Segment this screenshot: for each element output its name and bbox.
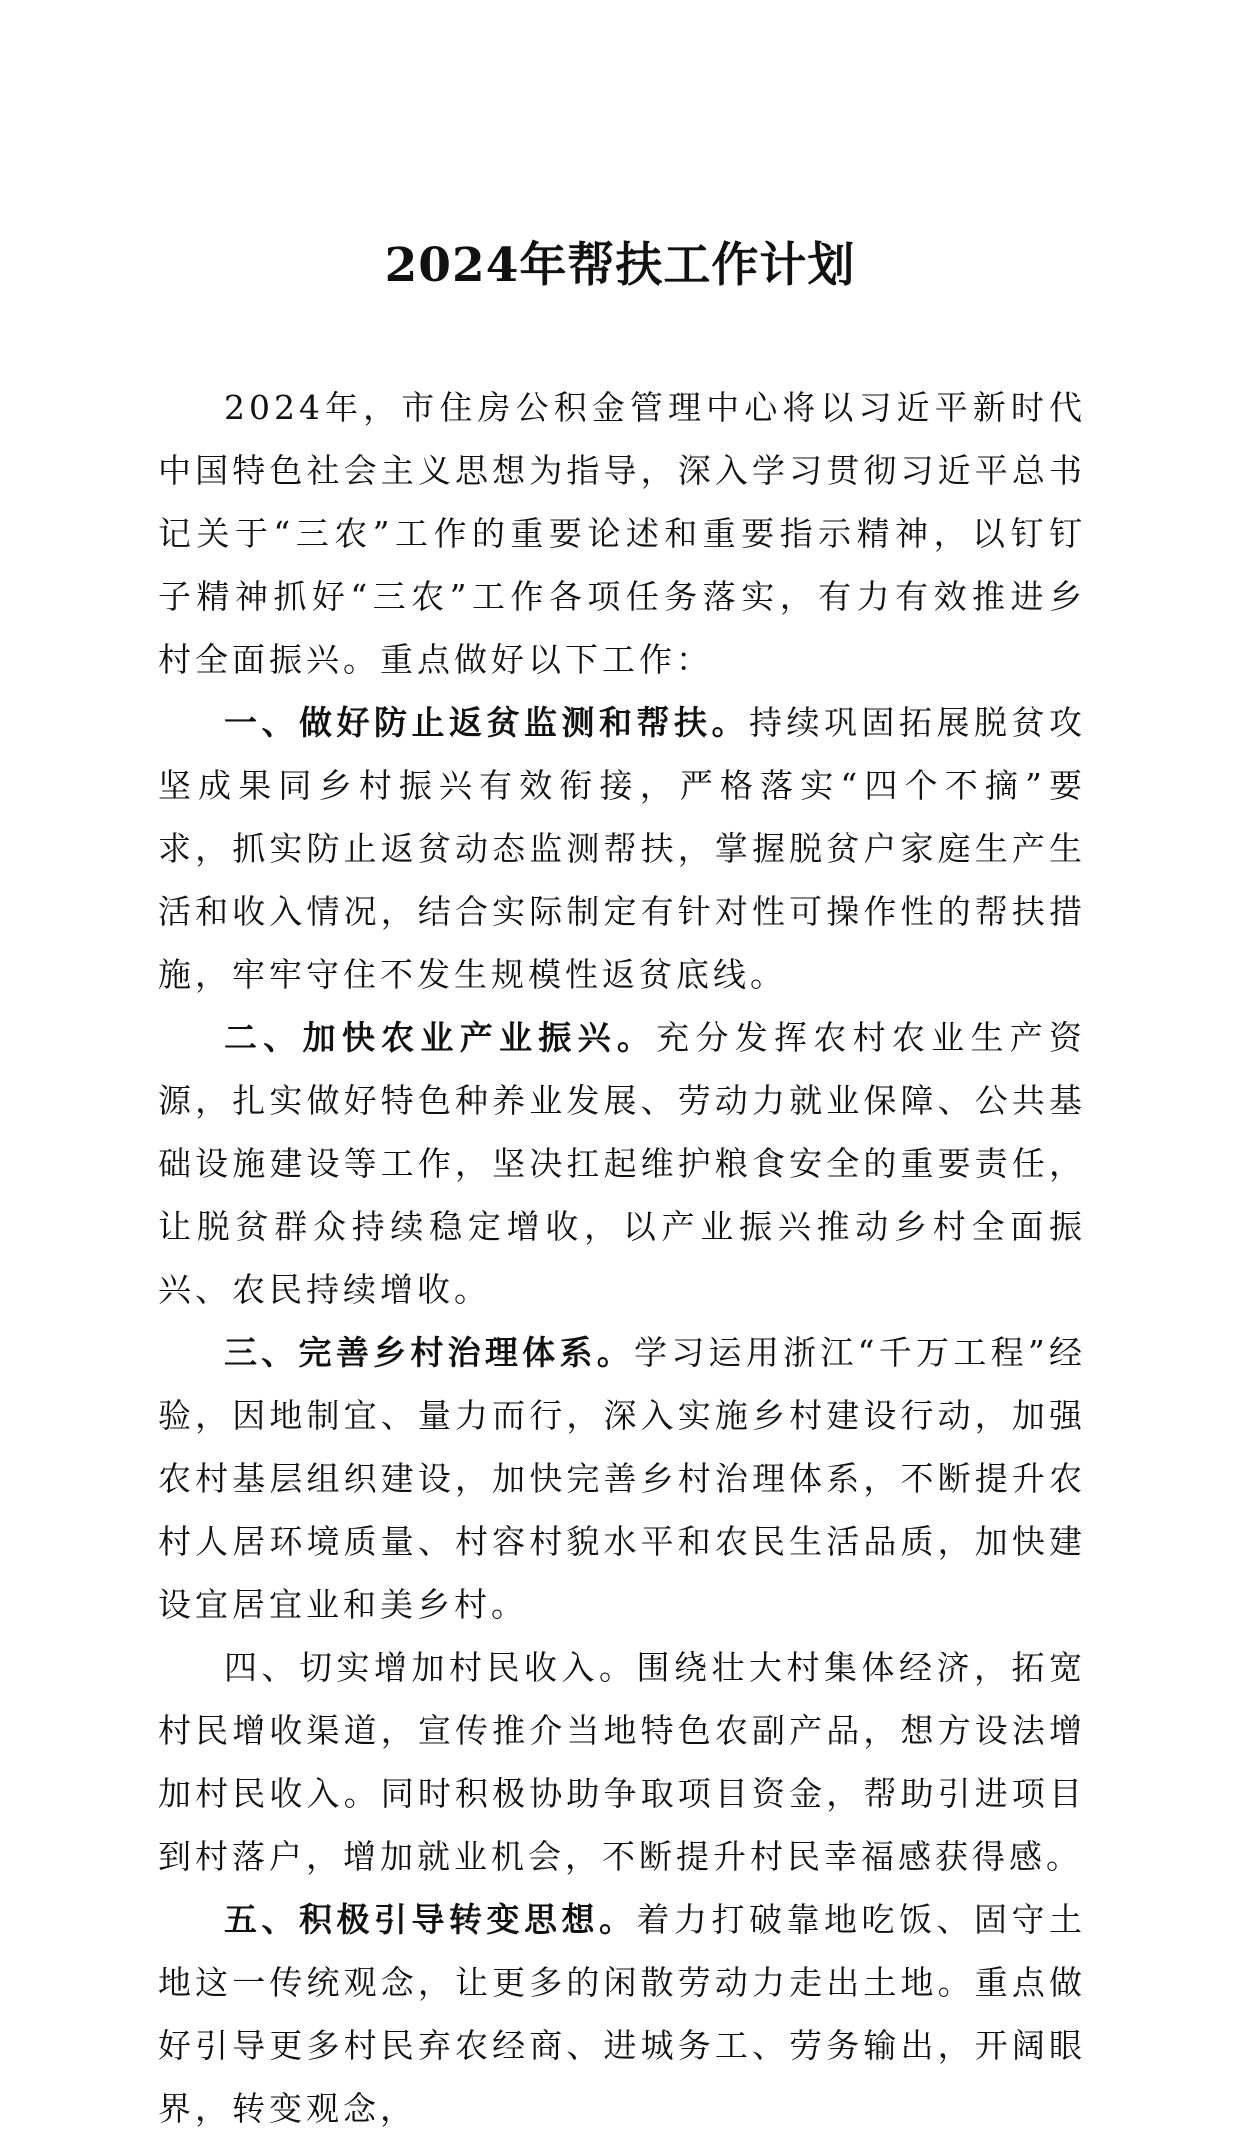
section-heading: 一、做好防止返贫监测和帮扶。 [224,703,749,742]
section-paragraph-1 [158,691,1086,1006]
section-paragraph-5 [158,1888,1086,2140]
section-body: 学习运用浙江“千万工程”经验，因地制宜、量力而行，深入实施乡村建设行动，加强农村基层组织建设，加快完善乡村治理体系，不断提升农村人居环境质量、村容村貌水平和农民生活品质，加快建设宜居宜业和美乡村。 [158,1333,1087,1624]
document-body [158,376,1086,2140]
section-body: 充分发挥农村农业生产资源，扎实做好特色种养业发展、劳动力就业保障、公共基础设施建设等工作，坚决扛起维护粮食安全的重要责任，让脱贫群众持续稳定增收，以产业振兴推动乡村全面振兴、农民持续增收。 [158,1018,1087,1309]
section-body: 围绕壮大村集体经济，拓宽村民增收渠道，宣传推介当地特色农副产品，想方设法增加村民收入。同时积极协助争取项目资金，帮助引进项目到村落户，增加就业机会，不断提升村民幸福感获得感。 [158,1648,1086,1876]
section-paragraph-3 [158,1321,1086,1636]
section-heading: 三、完善乡村治理体系。 [224,1333,634,1372]
section-heading: 五、积极引导转变思想。 [224,1900,637,1939]
document-title: 2024年帮扶工作计划 [384,238,856,293]
intro-paragraph: 2024年，市住房公积金管理中心将以习近平新时代中国特色社会主义思想为指导，深入学习贯彻习近平总书记关于“三农”工作的重要论述和重要指示精神，以钉钉子精神抓好“三农”工作各项任务落实，有力有效推进乡村全面振兴。重点做好以下工作： [158,388,1086,679]
section-body: 持续巩固拓展脱贫攻坚成果同乡村振兴有效衔接，严格落实“四个不摘”要求，抓实防止返贫动态监测帮扶，掌握脱贫户家庭生产生活和收入情况，结合实际制定有针对性可操作性的帮扶措施，牢牢守住不发生规模性返贫底线。 [158,703,1086,994]
section-body: 着力打破靠地吃饭、固守土地这一传统观念，让更多的闲散劳动力走出土地。重点做好引导更多村民弃农经商、进城务工、劳务输出，开阔眼界，转变观念， [158,1900,1086,2128]
section-paragraph-4 [158,1636,1086,1888]
section-heading: 四、切实增加村民收入。 [224,1648,637,1687]
section-paragraph-2 [158,1006,1086,1321]
section-heading: 二、加快农业产业振兴。 [224,1018,657,1057]
